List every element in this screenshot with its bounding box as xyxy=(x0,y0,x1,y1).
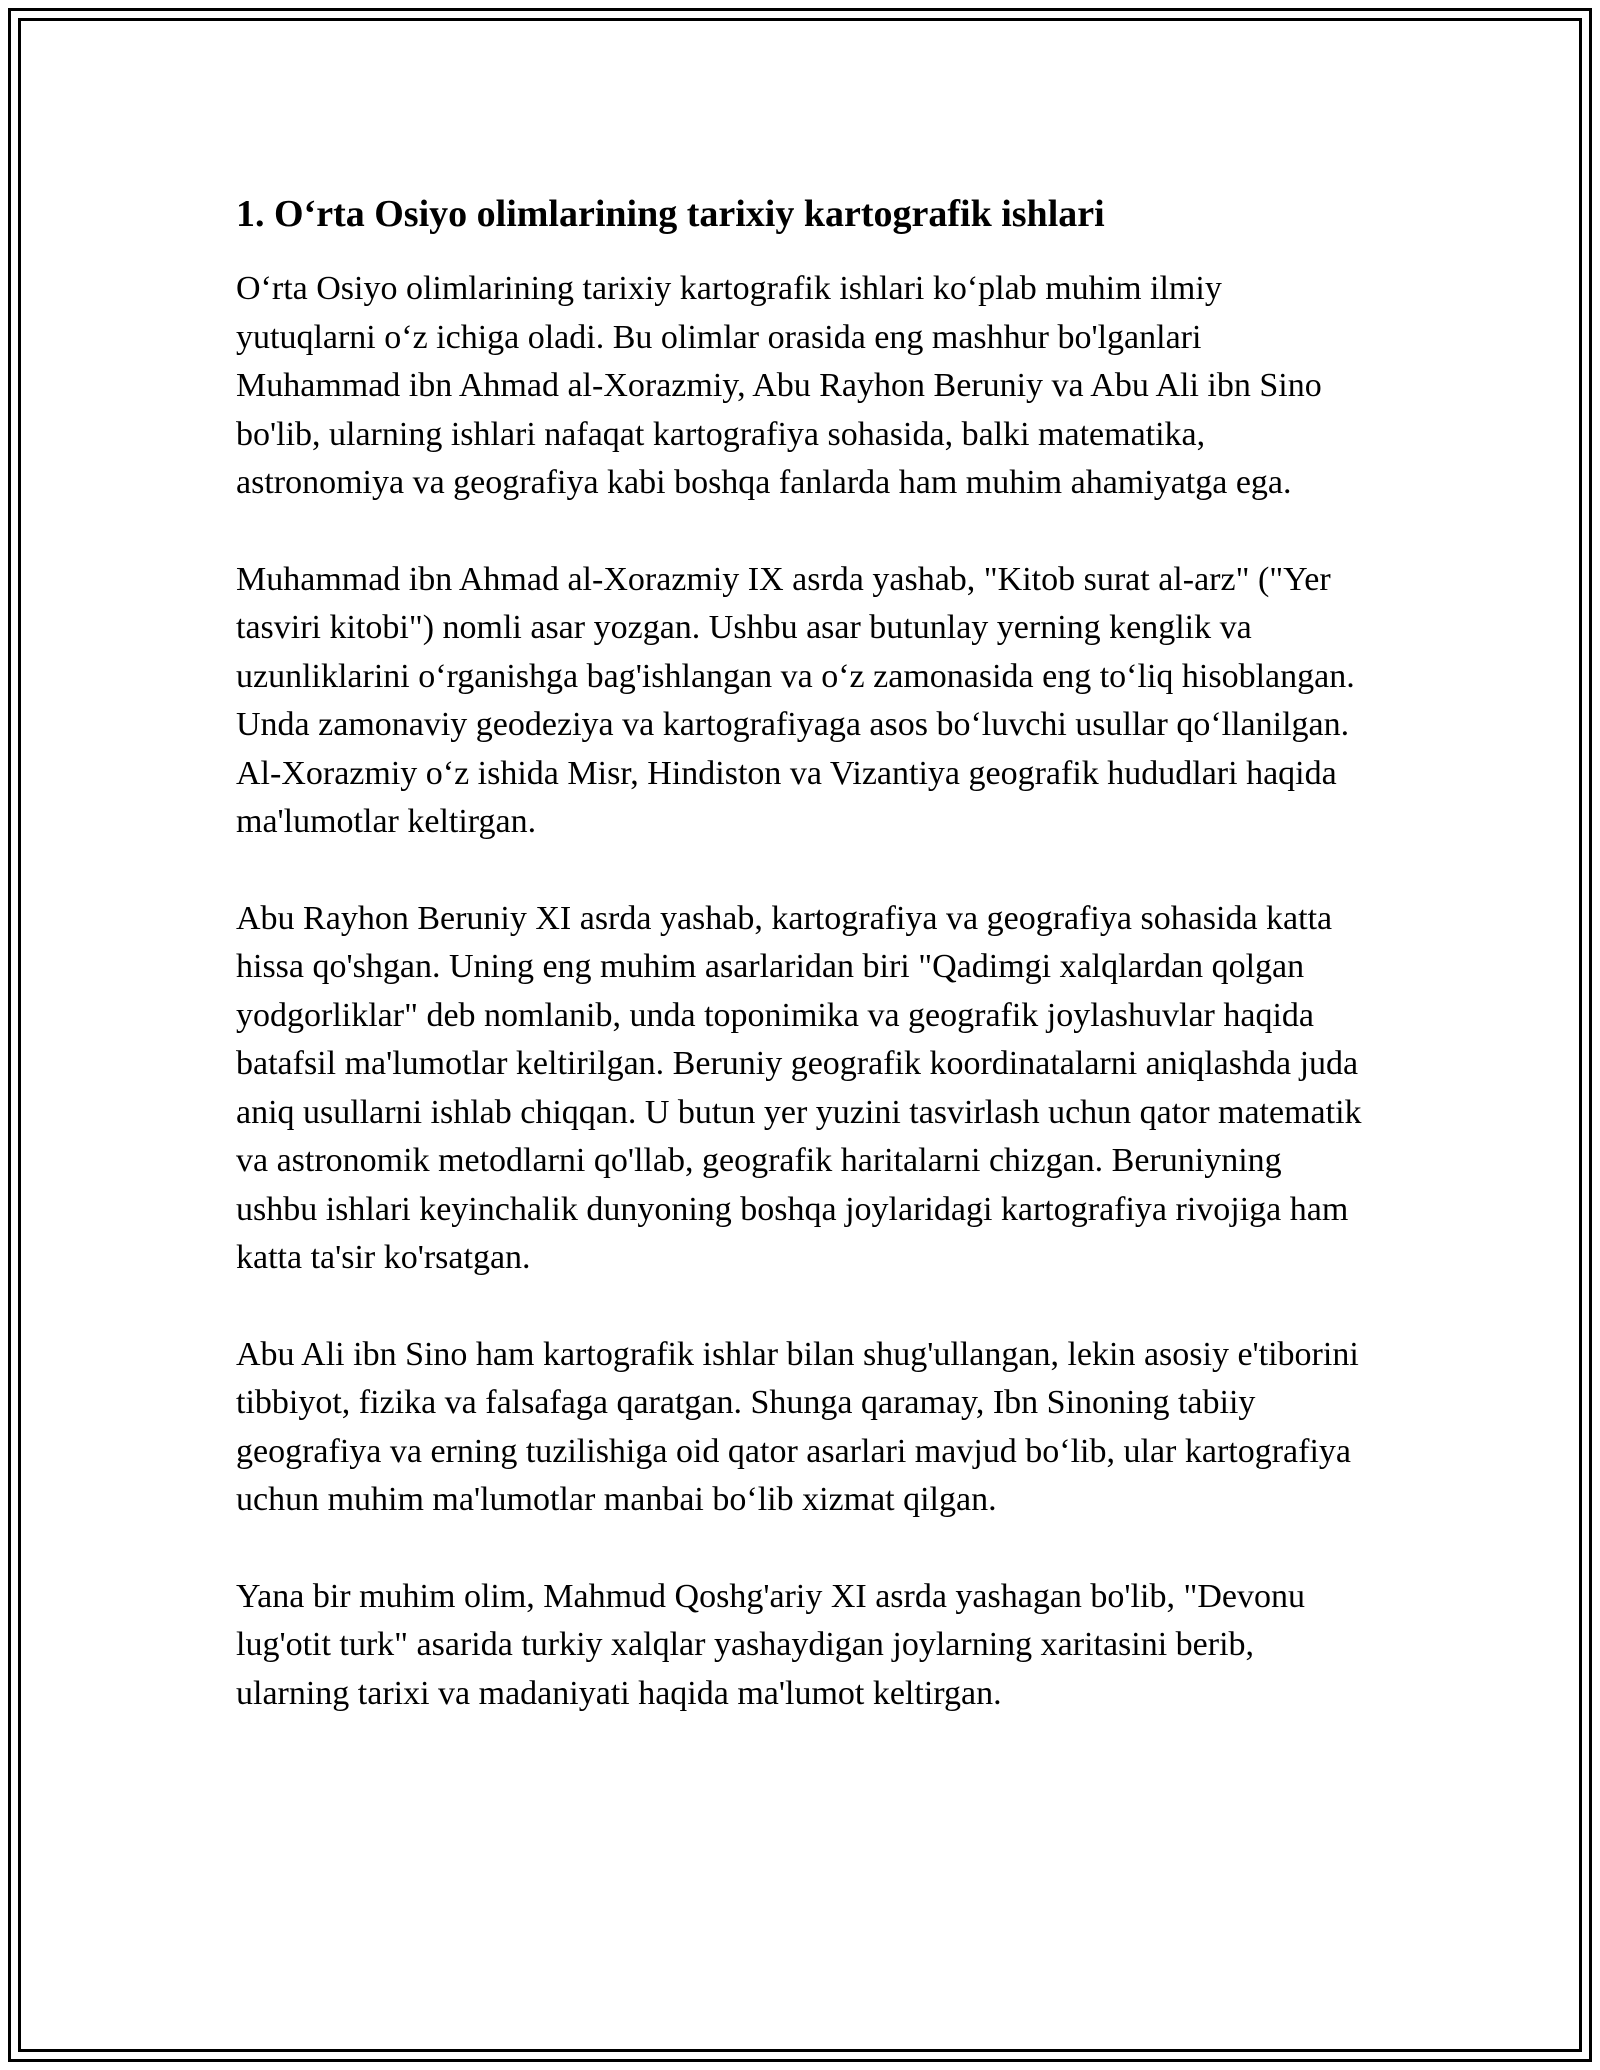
paragraph-intro: O‘rta Osiyo olimlarining tarixiy kartografik ishlari ko‘plab muhim ilmiy yutuqlarni o‘z ichiga oladi. Bu olimlar orasida eng mashhur bo'lganlari Muhammad ibn Ahmad al-Xorazmiy, Abu Rayhon Beruniy va Abu Ali ibn Sino bo'lib, ularning ishlari nafaqat kartografiya sohasida, balki matematika, astronomiya va geografiya kabi boshqa fanlarda ham muhim ahamiyatga ega. xyxy=(236,270,1322,501)
paragraph-qoshgariy: Yana bir muhim olim, Mahmud Qoshg'ariy XI asrda yashagan bo'lib, "Devonu lug'otit turk" asarida turkiy xalqlar yashaydigan joylarning xaritasini berib, ularning tarixi va madaniyati haqida ma'lumot keltirgan. xyxy=(236,1577,1305,1712)
section-heading: 1. O‘rta Osiyo olimlarining tarixiy kartografik ishlari xyxy=(236,193,1105,235)
paragraph-ibn-sino: Abu Ali ibn Sino ham kartografik ishlar bilan shug'ullangan, lekin asosiy e'tiborini tibbiyot, fizika va falsafaga qaratgan. Shunga qaramay, Ibn Sinoning tabiiy geografiya va erning tuzilishiga oid qator asarlari mavjud bo‘lib, ular kartografiya uchun muhim ma'lumotlar manbai bo‘lib xizmat qilgan. xyxy=(236,1335,1359,1518)
document-body xyxy=(236,185,1366,1718)
paragraph-xorazmiy: Muhammad ibn Ahmad al-Xorazmiy IX asrda yashab, "Kitob surat al-arz" ("Yer tasviri kitobi") nomli asar yozgan. Ushbu asar butunlay yerning kenglik va uzunliklarini o‘rganishga bag'ishlangan va o‘z zamonasida eng to‘liq hisoblangan. Unda zamonaviy geodeziya va kartografiyaga asos bo‘luvchi usullar qo‘llanilgan. Al-Xorazmiy o‘z ishida Misr, Hindiston va Vizantiya geografik hududlari haqida ma'lumotlar keltirgan. xyxy=(236,560,1355,840)
paragraph-beruniy: Abu Rayhon Beruniy XI asrda yashab, kartografiya va geografiya sohasida katta hissa qo'shgan. Uning eng muhim asarlaridan biri "Qadimgi xalqlardan qolgan yodgorliklar" deb nomlanib, unda toponimika va geografik joylashuvlar haqida batafsil ma'lumotlar keltirilgan. Beruniy geografik koordinatalarni aniqlashda juda aniq usullarni ishlab chiqqan. U butun yer yuzini tasvirlash uchun qator matematik va astronomik metodlarni qo'llab, geografik haritalarni chizgan. Beruniyning ushbu ishlari keyinchalik dunyoning boshqa joylaridagi kartografiya rivojiga ham katta ta'sir ko'rsatgan. xyxy=(236,899,1362,1276)
